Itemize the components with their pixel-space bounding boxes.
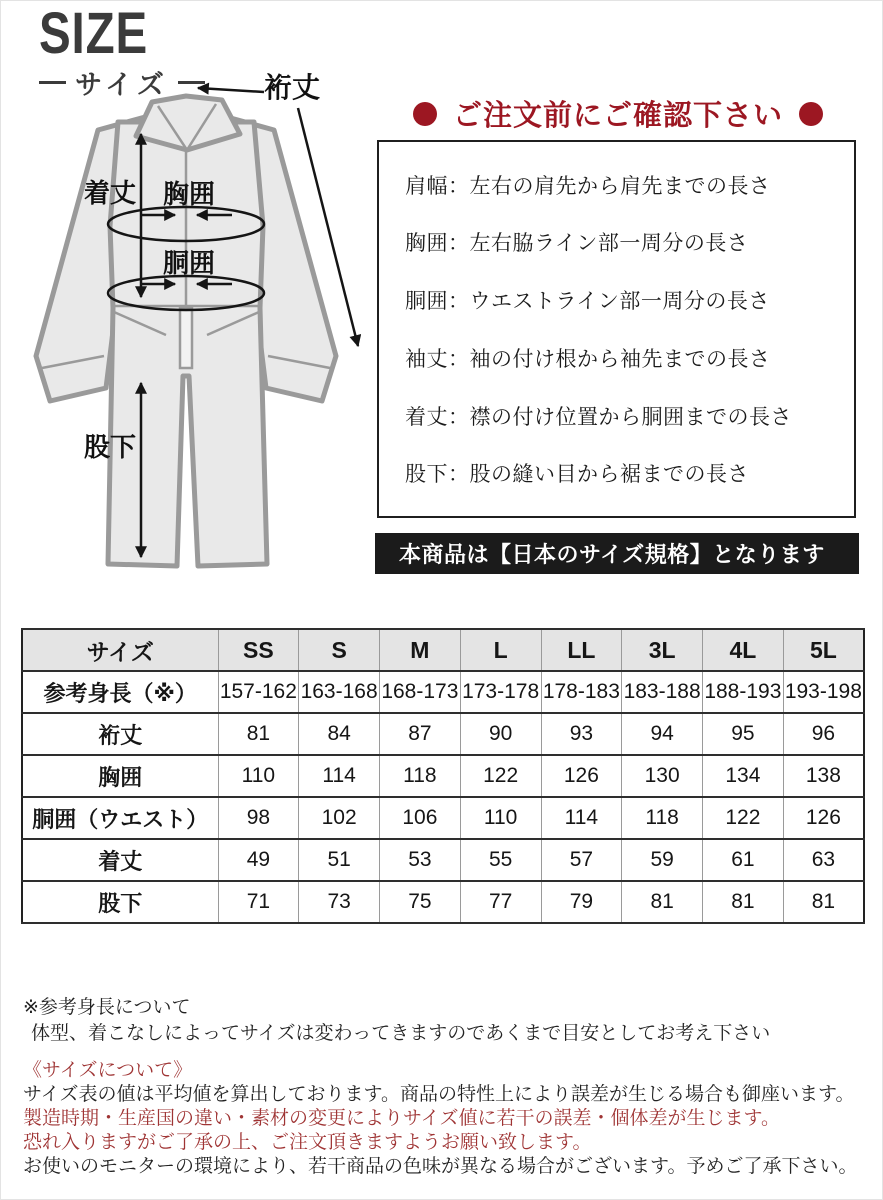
table-value-cell: 53 [380,839,461,881]
table-header-cell: LL [541,629,622,671]
table-header-cell: 3L [622,629,703,671]
table-row [22,713,864,755]
red-dot-left-icon [413,102,437,126]
table-value-cell: 106 [380,797,461,839]
table-header-cell: 4L [703,629,784,671]
reference-height-note-body: 体型、着こなしによってサイズは変わってきますのであくまで目安としてお考え下さい [31,1023,771,1044]
size-logo-subtitle-text: サイズ [75,70,169,100]
table-value-cell: 84 [299,713,380,755]
table-value-cell: 75 [380,881,461,923]
table-value-cell: 122 [460,755,541,797]
table-value-cell: 93 [541,713,622,755]
measurement-definition-katahaba: 肩幅：左右の肩先から肩先までの長さ [405,174,771,198]
table-value-cell: 87 [380,713,461,755]
table-value-cell: 168-173 [380,671,461,713]
table-value-cell: 138 [783,755,864,797]
size-table [21,628,865,924]
confirm-before-order-heading [379,93,857,134]
table-value-cell: 49 [218,839,299,881]
table-value-cell: 193-198 [783,671,864,713]
table-row-label-cell: 胴囲（ウエスト） [22,797,218,839]
table-row-label-cell: 胸囲 [22,755,218,797]
table-value-cell: 73 [299,881,380,923]
table-value-cell: 55 [460,839,541,881]
table-value-cell: 57 [541,839,622,881]
about-size-note-line3: 恐れ入りますがご了承の上、ご注文頂きますようお願い致します。 [23,1132,592,1153]
measurement-definition-kyoui: 胸囲：左右脇ライン部一周分の長さ [405,232,749,256]
coverall-measurement-diagram [26,56,386,626]
table-value-cell: 122 [703,797,784,839]
table-value-cell: 110 [460,797,541,839]
table-value-cell: 126 [783,797,864,839]
table-value-cell: 118 [622,797,703,839]
about-size-note [23,1059,857,1179]
table-value-cell: 188-193 [703,671,784,713]
table-value-cell: 79 [541,881,622,923]
diagram-label-matashita: 股下 [83,432,137,462]
table-header-cell: M [380,629,461,671]
red-dot-right-icon [799,102,823,126]
table-value-cell: 59 [622,839,703,881]
diagram-label-yukitake: 裄丈 [263,72,321,103]
table-header-row [22,629,864,671]
table-value-cell: 95 [703,713,784,755]
table-header-cell: L [460,629,541,671]
reference-height-note-title: ※参考身長について [23,997,191,1018]
table-value-cell: 173-178 [460,671,541,713]
measurement-definition-matashita: 股下：股の縫い目から裾までの長さ [405,463,749,487]
table-value-cell: 178-183 [541,671,622,713]
table-value-cell: 90 [460,713,541,755]
table-value-cell: 114 [299,755,380,797]
table-row [22,839,864,881]
table-value-cell: 134 [703,755,784,797]
table-header-cell: 5L [783,629,864,671]
reference-height-note [23,995,770,1047]
table-value-cell: 61 [703,839,784,881]
table-value-cell: 96 [783,713,864,755]
table-value-cell: 114 [541,797,622,839]
table-value-cell: 157-162 [218,671,299,713]
table-header-cell: SS [218,629,299,671]
table-value-cell: 126 [541,755,622,797]
confirm-heading-text: ご注文前にご確認下さい [452,100,783,132]
table-value-cell: 81 [218,713,299,755]
table-row-label-cell: 参考身長（※） [22,671,218,713]
table-value-cell: 77 [460,881,541,923]
about-size-note-line4: お使いのモニターの環境により、若干商品の色味が異なる場合がございます。予めご了承下さい。 [23,1156,858,1177]
measurement-definition-doui: 胴囲：ウエストライン部一周分の長さ [405,290,770,314]
front-placket-shape [180,308,192,368]
size-logo-title: SIZE [39,1,148,66]
table-row-label-cell: 裄丈 [22,713,218,755]
japan-size-standard-text: 本商品は【日本のサイズ規格】となります [399,542,825,567]
table-header-cell: S [299,629,380,671]
table-row [22,755,864,797]
table-value-cell: 110 [218,755,299,797]
measurement-definition-kitake: 着丈：襟の付け位置から胴囲までの長さ [405,405,792,429]
table-value-cell: 102 [299,797,380,839]
table-header-cell: サイズ [22,629,218,671]
table-row-label-cell: 股下 [22,881,218,923]
table-value-cell: 163-168 [299,671,380,713]
table-value-cell: 63 [783,839,864,881]
table-value-cell: 51 [299,839,380,881]
table-value-cell: 81 [622,881,703,923]
yukitake-pointer-line [198,88,264,92]
table-value-cell: 94 [622,713,703,755]
table-value-cell: 98 [218,797,299,839]
table-value-cell: 81 [703,881,784,923]
table-row [22,671,864,713]
about-size-note-line2: 製造時期・生産国の違い・素材の変更によりサイズ値に若干の誤差・個体差が生じます。 [23,1108,780,1129]
table-value-cell: 81 [783,881,864,923]
table-value-cell: 130 [622,755,703,797]
table-row [22,881,864,923]
about-size-note-line1: サイズ表の値は平均値を算出しております。商品の特性上により誤差が生じる場合も御座います。 [23,1084,855,1105]
table-value-cell: 71 [218,881,299,923]
diagram-label-kitake: 着丈 [83,178,137,208]
table-row-label-cell: 着丈 [22,839,218,881]
table-value-cell: 183-188 [622,671,703,713]
table-value-cell: 118 [380,755,461,797]
about-size-note-title: 《サイズについて》 [23,1060,193,1081]
diagram-label-kyoui: 胸囲 [162,179,216,209]
measurement-definitions-box [377,140,856,518]
japan-size-standard-bar [375,533,859,574]
measurement-definition-sodetake: 袖丈：袖の付け根から袖先までの長さ [405,347,771,371]
diagram-label-doui: 胴囲 [162,248,216,278]
table-row [22,797,864,839]
